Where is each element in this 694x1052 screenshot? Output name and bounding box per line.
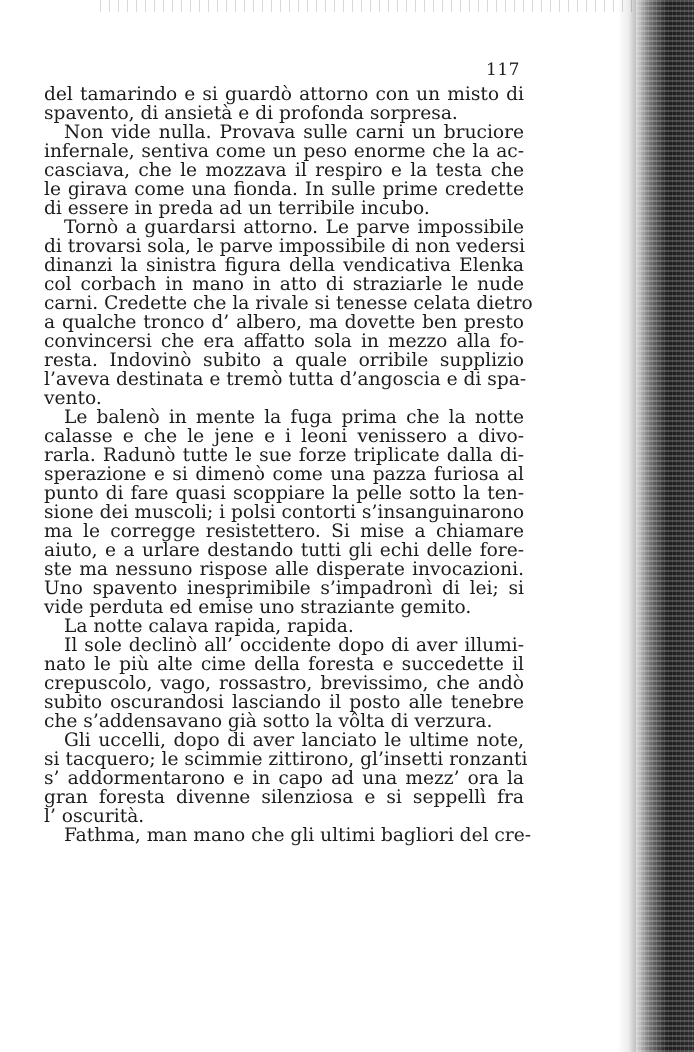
text-line: gran foresta divenne silenziosa e si seppellì fra xyxy=(44,787,524,808)
text-line: nato le più alte cime della foresta e succedette il xyxy=(44,654,524,675)
text-line: Le balenò in mente la fuga prima che la notte xyxy=(64,407,524,428)
text-line: l’ oscurità. xyxy=(44,806,145,827)
text-line: che s’addensavano già sotto la vôlta di verzura. xyxy=(44,711,493,732)
body-text xyxy=(44,84,533,846)
text-line: subito oscurandosi lasciando il posto alle tenebre xyxy=(44,692,524,713)
text-line: Gli uccelli, dopo di aver lanciato le ultime note, xyxy=(64,730,524,751)
text-line: Il sole declinò all’ occidente dopo di aver illumi- xyxy=(64,635,524,656)
text-line: calasse e che le jene e i leoni venissero a divo- xyxy=(44,426,524,447)
text-line: resta. Indovinò subito a quale orribile supplizio xyxy=(44,350,524,371)
text-line: sperazione e si dimenò come una pazza furiosa al xyxy=(44,464,524,485)
text-line: Fathma, man mano che gli ultimi bagliori del cre- xyxy=(64,825,532,846)
text-line: sione dei muscoli; i polsi contorti s’insanguinarono xyxy=(44,502,525,523)
text-line: col corbach in mano in atto di straziarle le nude xyxy=(44,274,524,295)
text-line: casciava, che le mozzava il respiro e la testa che xyxy=(44,160,524,181)
text-line: di essere in preda ad un terribile incubo. xyxy=(44,198,430,219)
text-line: l’aveva destinata e tremò tutta d’angoscia e di spa- xyxy=(44,369,527,390)
text-line: vide perduta ed emise uno straziante gemito. xyxy=(44,597,472,618)
page-number: 117 xyxy=(486,60,520,80)
text-line: aiuto, e a urlare destando tutti gli echi delle fore- xyxy=(44,540,524,561)
book-gutter xyxy=(636,0,694,1052)
text-line: Non vide nulla. Provava sulle carni un bruciore xyxy=(64,122,524,143)
text-line: s’ addormentarono e in capo ad una mezz’ ora la xyxy=(44,768,524,789)
text-line: le girava come una fionda. In sulle prime credette xyxy=(44,179,524,200)
text-line: Uno spavento inesprimibile s’impadronì di lei; si xyxy=(44,578,524,599)
text-line: convincersi che era affatto sola in mezzo alla fo- xyxy=(44,331,524,352)
text-line: ste ma nessuno rispose alle disperate invocazioni. xyxy=(44,559,524,580)
gutter-shadow xyxy=(618,0,636,1052)
text-line: dinanzi la sinistra figura della vendicativa Elenka xyxy=(44,255,524,276)
text-line: ma le corregge resistettero. Si mise a chiamare xyxy=(44,521,524,542)
text-line: La notte calava rapida, rapida. xyxy=(64,616,354,637)
text-line: punto di fare quasi scoppiare la pelle sotto la ten- xyxy=(44,483,524,504)
text-line: Tornò a guardarsi attorno. Le parve impossibile xyxy=(64,217,524,238)
text-line: rarla. Radunò tutte le sue forze triplicate dalla di- xyxy=(44,445,524,466)
text-line: del tamarindo e si guardò attorno con un misto di xyxy=(44,84,524,105)
text-line: vento. xyxy=(44,388,102,409)
text-line: carni. Credette che la rivale si tenesse celata dietro xyxy=(44,293,533,314)
text-line: crepuscolo, vago, rossastro, brevissimo, che andò xyxy=(44,673,524,694)
text-line: spavento, di ansietà e di profonda sorpresa. xyxy=(44,103,458,124)
text-line: di trovarsi sola, le parve impossibile di non vedersi xyxy=(44,236,525,257)
text-line: si tacquero; le scimmie zittirono, gl’insetti ronzanti xyxy=(44,749,528,770)
text-line: infernale, sentiva come un peso enorme che la ac- xyxy=(44,141,524,162)
text-line: a qualche tronco d’ albero, ma dovette ben presto xyxy=(44,312,524,333)
scan-noise-top xyxy=(100,0,640,12)
